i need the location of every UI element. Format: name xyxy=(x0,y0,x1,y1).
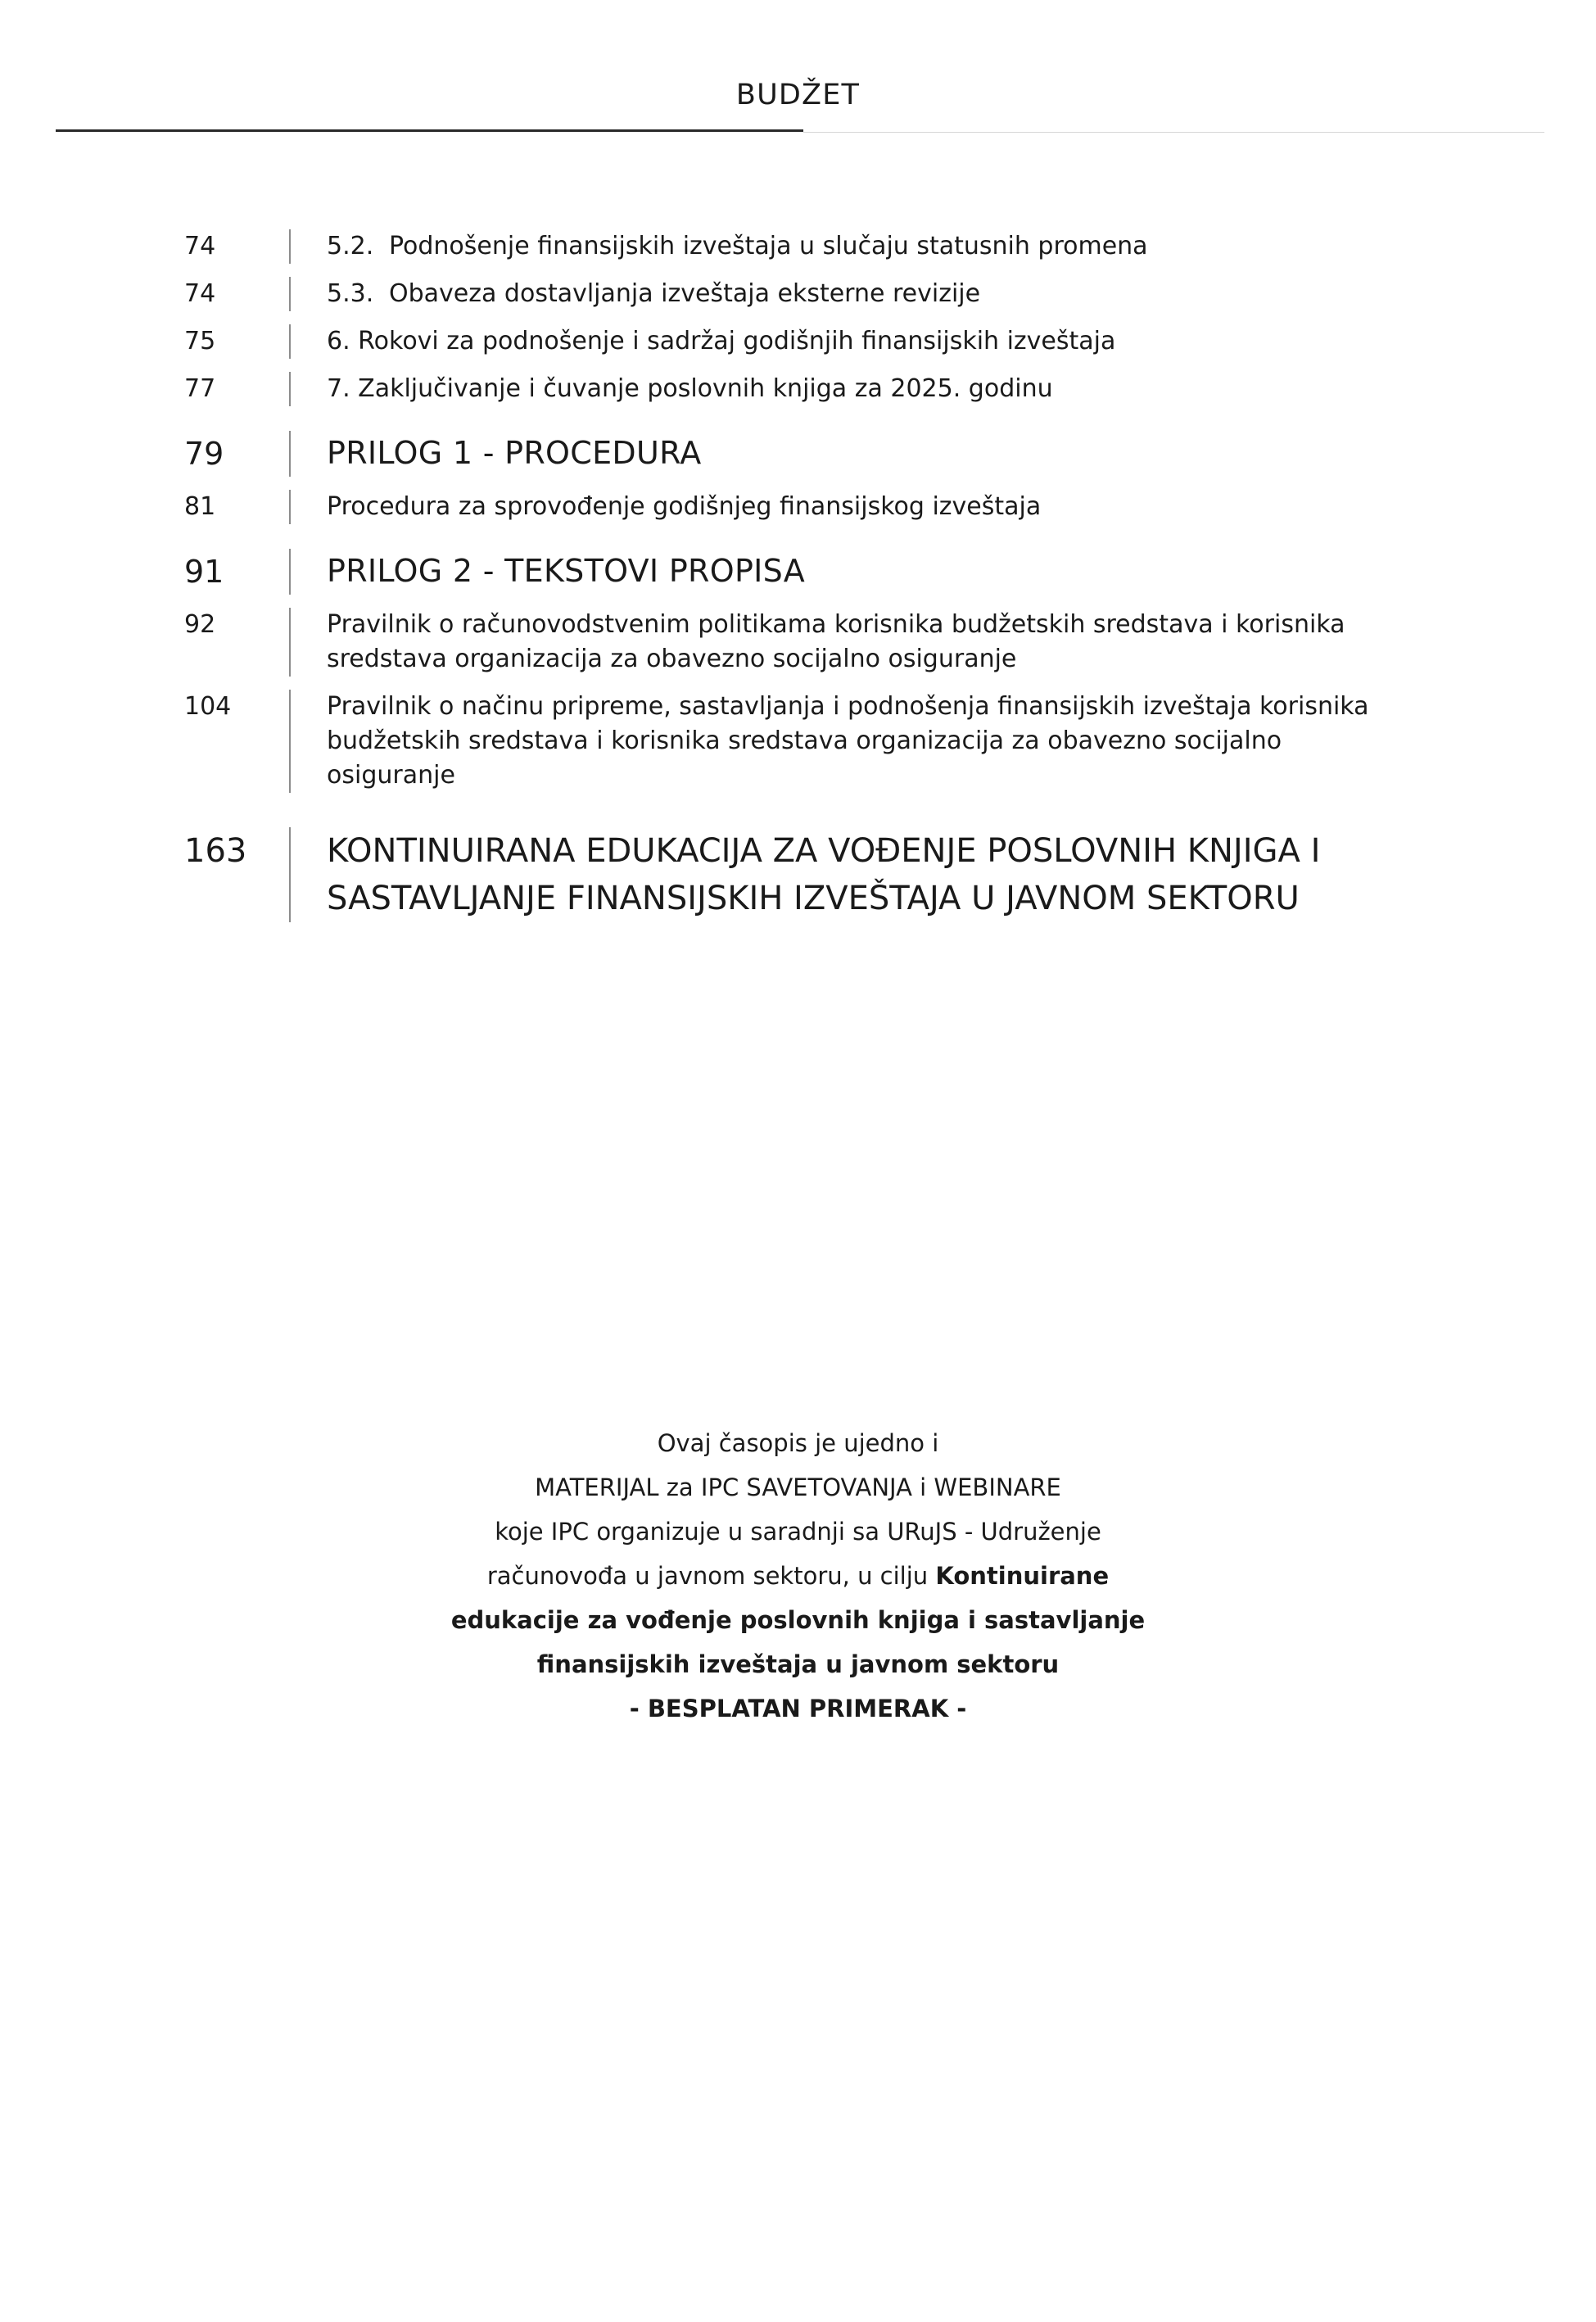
toc-entry-section[interactable] xyxy=(184,431,1413,477)
page-title: BUDŽET xyxy=(735,79,861,111)
note-line-7: - BESPLATAN PRIMERAK - xyxy=(629,1695,967,1722)
toc-page-number: 77 xyxy=(184,374,216,403)
toc-page-number: 79 xyxy=(184,436,224,472)
toc-entry-title: Podnošenje finansijskih izveštaja u slučaju statusnih promena xyxy=(389,232,1148,260)
toc-entry-title: Obaveza dostavljanja izveštaja eksterne revizije xyxy=(389,279,981,308)
toc-page-number: 163 xyxy=(184,832,247,870)
note-line-6: finansijskih izveštaja u javnom sektoru xyxy=(536,1650,1060,1678)
toc-page-number: 81 xyxy=(184,492,216,521)
header-rule xyxy=(56,129,803,132)
toc-page-number: 75 xyxy=(184,327,216,355)
toc-entry-title: Pravilnik o načinu pripreme, sastavljanja i podnošenja finansijskih izveštaja korisnika budžetskih sredstava i korisnika sredstava organizacija za obavezno socijalno osiguranje xyxy=(327,692,1369,790)
toc-entry-text xyxy=(291,229,1413,264)
note-line-3: koje IPC organizuje u saradnji sa URuJS - Udruženje xyxy=(495,1518,1101,1546)
toc-page-number: 74 xyxy=(184,232,216,260)
note-line-4 xyxy=(0,1554,1596,1598)
toc-entry[interactable] xyxy=(184,324,1413,359)
toc-entry-section[interactable] xyxy=(184,549,1413,595)
toc-entry-section[interactable] xyxy=(184,827,1413,922)
toc-entry-title: PRILOG 1 - PROCEDURA xyxy=(327,435,702,471)
toc-entry[interactable] xyxy=(184,608,1413,677)
footer-note xyxy=(0,1421,1596,1731)
toc-entry[interactable] xyxy=(184,372,1413,406)
note-line-4-plain: računovođa u javnom sektoru, u cilju xyxy=(486,1562,936,1590)
toc-entry-text xyxy=(291,277,1413,311)
toc-entry[interactable] xyxy=(184,277,1413,311)
toc-page-number: 92 xyxy=(184,610,216,639)
note-line-5: edukacije za vođenje poslovnih knjiga i sastavljanje xyxy=(450,1606,1146,1634)
toc-page-number: 91 xyxy=(184,554,224,590)
note-line-4-bold: Kontinuirane xyxy=(935,1562,1110,1590)
toc-page-number: 104 xyxy=(184,692,232,721)
note-line-1: Ovaj časopis je ujedno i xyxy=(657,1429,939,1457)
toc-entry-title: Procedura za sprovođenje godišnjeg finansijskog izveštaja xyxy=(327,492,1042,521)
table-of-contents xyxy=(184,229,1413,922)
toc-entry-title: Pravilnik o računovodstvenim politikama korisnika budžetskih sredstava i korisnika sredstava organizacija za obavezno socijalno osiguranje xyxy=(327,610,1345,673)
toc-entry-title: 7. Zaključivanje i čuvanje poslovnih knjiga za 2025. godinu xyxy=(327,374,1053,403)
toc-entry-title: PRILOG 2 - TEKSTOVI PROPISA xyxy=(327,553,806,589)
toc-entry[interactable] xyxy=(184,229,1413,264)
toc-entry[interactable] xyxy=(184,490,1413,524)
toc-entry-title: KONTINUIRANA EDUKACIJA ZA VOĐENJE POSLOVNIH KNJIGA I SASTAVLJANJE FINANSIJSKIH IZVEŠTAJA U JAVNOM SEKTORU xyxy=(327,832,1321,917)
note-line-2: MATERIJAL za IPC SAVETOVANJA i WEBINARE xyxy=(535,1473,1061,1501)
header-rule-light xyxy=(803,132,1544,133)
toc-entry-title: 6. Rokovi za podnošenje i sadržaj godišnjih finansijskih izveštaja xyxy=(327,327,1116,355)
toc-entry-label: 5.2. xyxy=(327,232,374,260)
toc-page-number: 74 xyxy=(184,279,216,308)
page-header xyxy=(0,79,1596,111)
toc-entry[interactable] xyxy=(184,690,1413,793)
toc-entry-label: 5.3. xyxy=(327,279,374,308)
